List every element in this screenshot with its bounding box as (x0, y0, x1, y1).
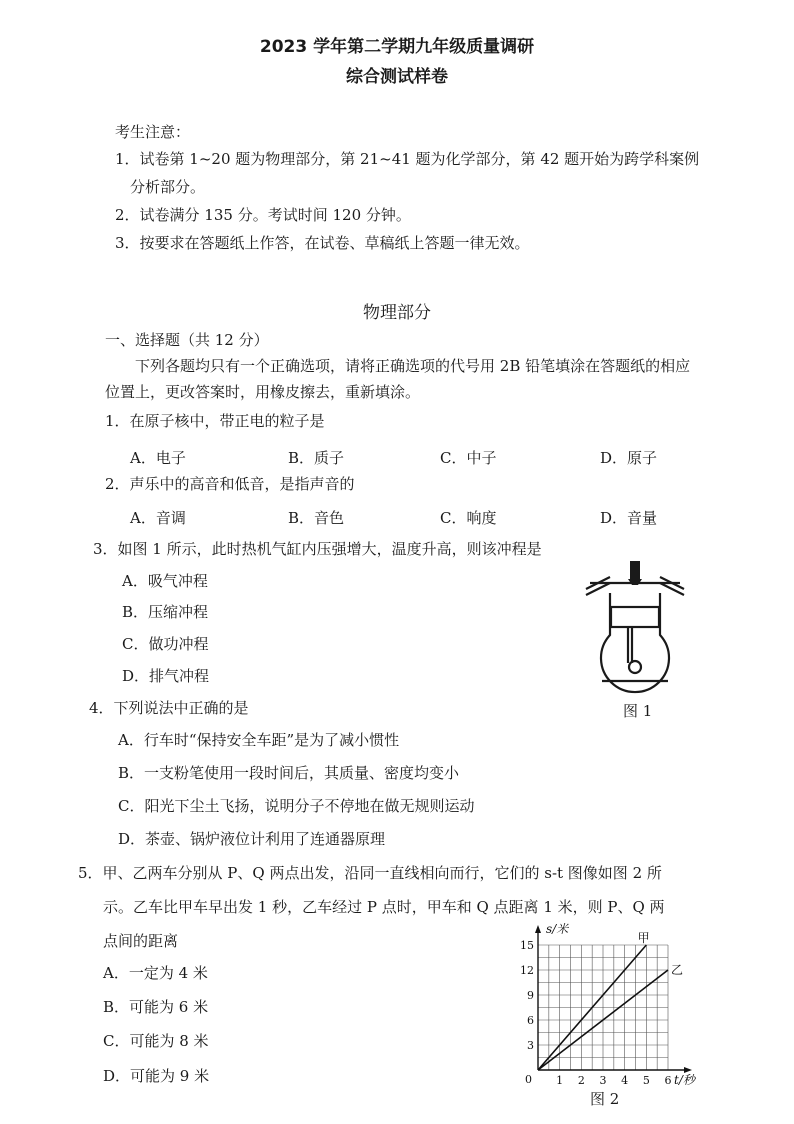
question-1-option-c: C．中子 (440, 449, 497, 467)
question-3-option-a: A．吸气冲程 (122, 572, 208, 590)
x-axis-label: t/秒 (674, 1073, 695, 1087)
x-tick-label: 3 (599, 1074, 607, 1087)
question-1-option-d: D．原子 (600, 449, 658, 467)
notice-heading: 考生注意： (115, 123, 191, 141)
figure-1-engine-diagram (580, 555, 690, 703)
question-4-option-d: D．茶壶、锅炉液位计利用了连通器原理 (118, 830, 386, 848)
y-axis-label: s/米 (546, 922, 569, 936)
x-tick-label: 2 (577, 1074, 585, 1087)
question-2-option-c: C．响度 (440, 509, 497, 527)
question-5-stem-line2: 示。乙车比甲车早出发 1 秒，乙车经过 P 点时，甲车和 Q 点距离 1 米，则 P、Q 两 (103, 898, 665, 916)
question-3-stem: 3．如图 1 所示，此时热机气缸内压强增大，温度升高，则该冲程是 (93, 540, 542, 558)
y-tick-label: 6 (527, 1014, 534, 1027)
series-label-yi: 乙 (671, 963, 684, 977)
question-4-stem: 4．下列说法中正确的是 (89, 699, 249, 717)
spark-plug (628, 561, 642, 585)
question-4-option-c: C．阳光下尘土飞扬，说明分子不停地在做无规则运动 (118, 797, 475, 815)
series-label-jia: 甲 (637, 931, 650, 945)
x-tick-label: 6 (664, 1074, 672, 1087)
question-2-stem: 2．声乐中的高音和低音，是指声音的 (105, 475, 355, 493)
question-1-option-a: A．电子 (130, 449, 186, 467)
part-heading: 一、选择题（共 12 分） (105, 331, 269, 349)
question-3-option-c: C．做功冲程 (122, 635, 209, 653)
y-axis-arrow (535, 925, 541, 933)
x-tick-label: 5 (642, 1074, 650, 1087)
origin-label: 0 (525, 1073, 532, 1086)
question-2-option-b: B．音色 (288, 509, 345, 527)
question-5-option-c: C．可能为 8 米 (103, 1032, 209, 1050)
question-2-option-a: A．音调 (130, 509, 186, 527)
notice-item-2: 2．试卷满分 135 分。考试时间 120 分钟。 (115, 206, 411, 224)
exam-title: 2023 学年第二学期九年级质量调研 (259, 37, 535, 57)
notice-item-3: 3．按要求在答题纸上作答，在试卷、草稿纸上答题一律无效。 (115, 234, 530, 252)
question-2-option-d: D．音量 (600, 509, 658, 527)
x-tick-label: 4 (621, 1074, 629, 1087)
chart-grid (538, 945, 668, 1070)
question-4-option-b: B．一支粉笔使用一段时间后，其质量、密度均变小 (118, 764, 460, 782)
chart-labels (520, 922, 697, 1087)
question-4-option-a: A．行车时“保持安全车距”是为了减小惯性 (118, 731, 400, 749)
question-1-stem: 1．在原子核中，带正电的粒子是 (105, 412, 325, 430)
question-3-option-d: D．排气冲程 (122, 667, 210, 685)
cylinder-body (586, 577, 684, 692)
part-instructions-line2: 位置上，更改答案时，用橡皮擦去，重新填涂。 (105, 383, 421, 401)
figure-2-caption: 图 2 (590, 1090, 620, 1108)
y-tick-label: 3 (527, 1039, 534, 1052)
question-5-option-a: A．一定为 4 米 (103, 964, 208, 982)
x-tick-label: 1 (556, 1074, 564, 1087)
chart-axes (535, 925, 692, 1073)
figure-1-caption: 图 1 (623, 702, 653, 720)
question-5-stem-line3: 点间的距离 (103, 932, 179, 950)
question-5-option-d: D．可能为 9 米 (103, 1067, 210, 1085)
y-tick-label: 12 (520, 964, 534, 977)
y-tick-label: 9 (527, 989, 534, 1002)
question-3-option-b: B．压缩冲程 (122, 603, 209, 621)
part-instructions-line1: 下列各题均只有一个正确选项，请将正确选项的代号用 2B 铅笔填涂在答题纸的相应 (135, 357, 691, 375)
figure-2-st-chart (518, 920, 698, 1087)
section-title: 物理部分 (363, 303, 431, 323)
exam-subtitle: 综合测试样卷 (346, 67, 448, 87)
notice-item-1: 1．试卷第 1~20 题为物理部分，第 21~41 题为化学部分，第 42 题开始为跨学科案例 (115, 150, 700, 168)
y-tick-label: 15 (520, 939, 534, 952)
question-5-stem-line1: 5．甲、乙两车分别从 P、Q 两点出发，沿同一直线相向而行，它们的 s-t 图像如图 2 所 (78, 864, 662, 882)
notice-item-1-cont: 分析部分。 (130, 178, 206, 196)
question-5-option-b: B．可能为 6 米 (103, 998, 209, 1016)
question-1-option-b: B．质子 (288, 449, 345, 467)
